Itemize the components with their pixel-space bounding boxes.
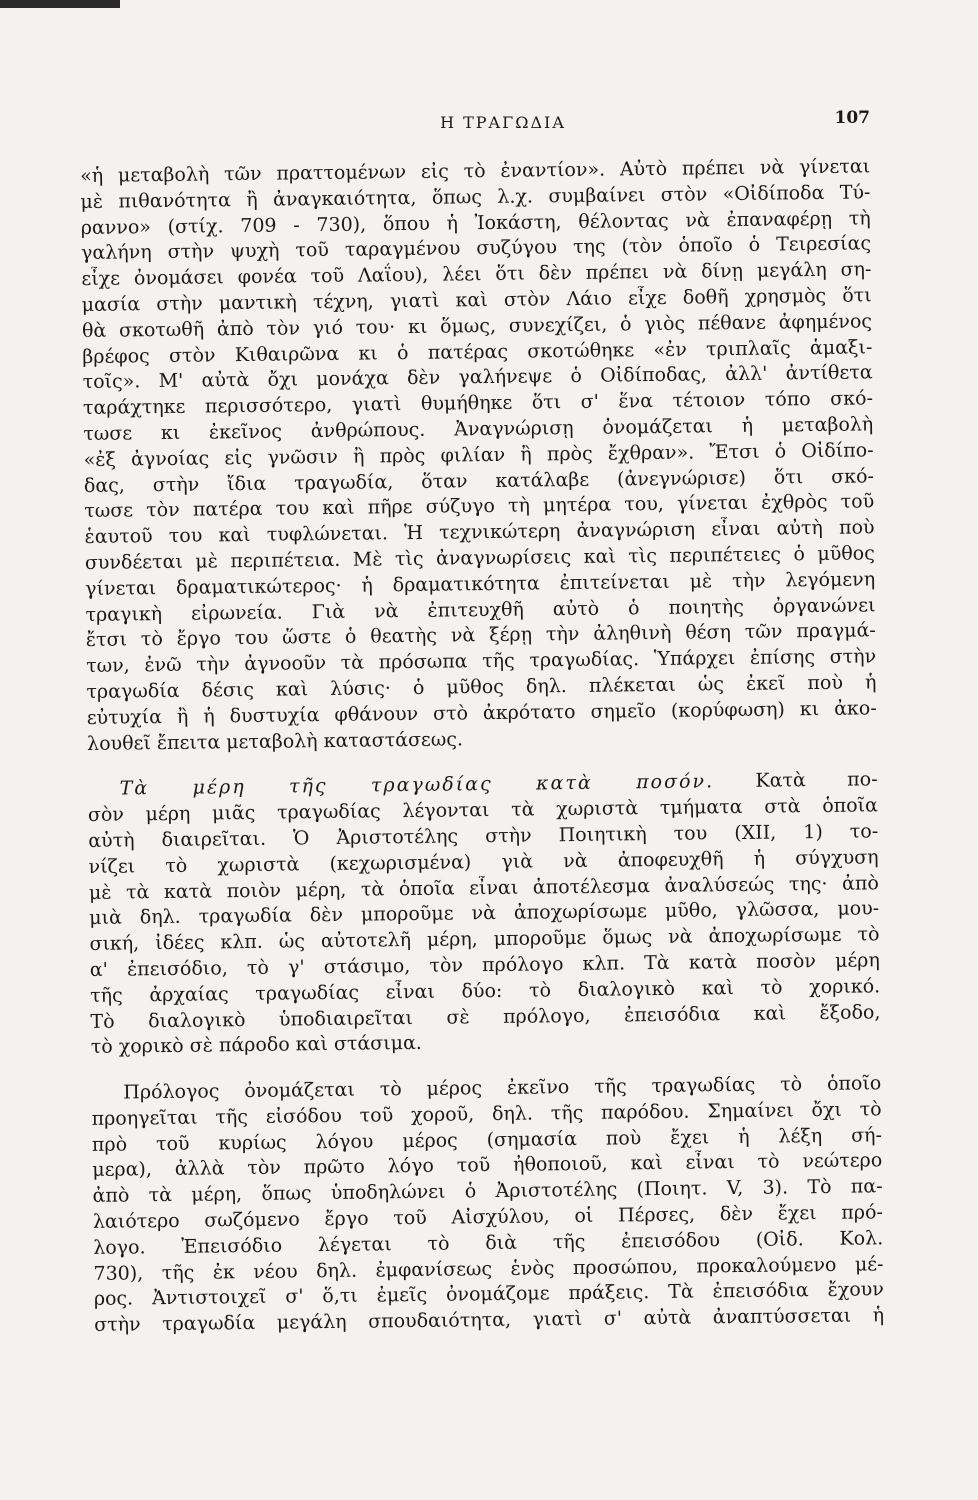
text-line: λογο. Ἐπεισόδιο λέγεται τὸ διὰ τῆς ἐπεισόδου (Οἰδ. Κολ. [93,1227,884,1259]
text-line: μὲ πιθανότητα ἢ ἀναγκαιότητα, ὅπως λ.χ. συμβαίνει στὸν «Οἰδίποδα Τύ- [80,181,871,213]
text-line: μερα), ἀλλὰ τὸν πρῶτο λόγο τοῦ ἠθοποιοῦ, καὶ εἶναι τὸ νεώτερο [92,1149,883,1182]
text-line: λαιότερο σωζόμενο ἔργο τοῦ Αἰσχύλου, οἱ Πέρσες, δὲν ἔχει πρό- [92,1201,884,1233]
text-line: ρος. Ἀντιστοιχεῖ σ' ὅ,τι ἐμεῖς ὀνομάζομε πράξεις. Τὰ ἐπεισόδια ἔχουν [93,1278,884,1311]
text-line: μασία στὴν μαντικὴ τέχνη, γιατὶ καὶ στὸν Λάιο εἶχε δοθῆ χρησμὸς ὅτι [81,284,872,316]
text-line: μὲ τὰ κατὰ ποιὸν μέρη, τὰ ὁποῖα εἶναι ἀποτέλεσμα ἀναλύσεώς της· ἀπὸ [88,871,879,904]
section-title-continuation: Κατὰ πο- [713,768,878,793]
text-line: τωσε κι ἐκεῖνος ἀνθρώπους. Ἀναγνώρισῃ ὀνομάζεται ἡ μεταβολὴ [83,413,874,445]
page-header [80,108,870,143]
text-line: τὸ χορικὸ σὲ πάροδο καὶ στάσιμα. [90,1032,423,1059]
text-line: τωσε τὸν πατέρα του καὶ πῆρε σύζυγο τὴ μητέρα του, γίνεται ἐχθρὸς τοῦ [84,490,875,523]
text-line: ραννο» (στίχ. 709 - 730), ὅπου ἡ Ἰοκάστη, θέλοντας νὰ ἐπαναφέρῃ τὴ [80,206,871,239]
text-line: στὴν τραγωδία μεγάλη σπουδαιότητα, γιατὶ σ' αὐτὰ ἀναπτύσσεται ἡ [94,1304,885,1337]
text-line: τοῖς». Μ' αὐτὰ ὄχι μονάχα δὲν γαλήνεψε ὁ Οἰδίποδας, ἀλλ' ἀντίθετα [82,361,873,394]
text-line: Πρόλογος ὀνομάζεται τὸ μέρος ἐκεῖνο τῆς τραγωδίας τὸ ὁποῖο [123,1072,882,1104]
text-line: γίνεται δραματικώτερος· ἡ δραματικότητα ἐπιτείνεται μὲ τὴν λεγόμενη [85,568,876,600]
text-line: τραγωδία δέσις καὶ λύσις· ὁ μῦθος δηλ. πλέκεται ὡς ἐκεῖ ποὺ ἡ [86,671,877,703]
text-line: μιὰ δηλ. τραγωδία δὲν μποροῦμε νὰ ἀποχωρίσωμε μῦθο, γλῶσσα, μου- [89,897,880,930]
text-line: «ἡ μεταβολὴ τῶν πραττομένων εἰς τὸ ἐναντίον». Αὐτὸ πρέπει νὰ γίνεται [80,155,871,187]
text-line: των, ἐνῶ τὴν ἀγνοοῦν τὰ πρόσωπα τῆς τραγωδίας. Ὑπάρχει ἐπίσης στὴν [86,645,877,678]
text-line: αὐτὴ διαιρεῖται. Ὁ Ἀριστοτέλης στὴν Ποιητικὴ του (XII, 1) το- [88,820,879,852]
text-line: 730), τῆς ἐκ νέου δηλ. ἐμφανίσεως ἑνὸς προσώπου, προκαλούμενο μέ- [93,1252,884,1285]
text-line: γαλήνη στὴν ψυχὴ τοῦ ταραγμένου συζύγου της (τὸν ὁποῖο ὁ Τειρεσίας [80,232,872,265]
scan-edge-mark [0,0,120,8]
text-line: σὸν μέρη μιᾶς τραγωδίας λέγονται τὰ χωριστὰ τμήματα στὰ ὁποῖα [87,794,879,827]
text-line: εὐτυχία ἢ ἡ δυστυχία φθάνουν στὸ ἀκρότατο σημεῖο (κορύφωση) κι ἀκο- [86,697,877,729]
text-line: θὰ σκοτωθῆ ἀπὸ τὸν γιό του· κι ὅμως, συνεχίζει, ὁ γιὸς πέθανε ἀφημένος [81,310,873,342]
section-title: Τὰ μέρη τῆς τραγωδίας κατὰ ποσόν. [119,770,715,800]
text-line: τραγικὴ εἰρωνεία. Γιὰ νὰ ἐπιτευχθῆ αὐτὸ ὁ ποιητὴς ὀργανώνει [85,593,876,626]
running-head: Η ΤΡΑΓΩΔΙΑ [440,113,566,132]
text-line: νίζει τὸ χωριστὰ (κεχωρισμένα) γιὰ νὰ ἀποφευχθῆ ἡ σύγχυση [88,846,879,878]
text-line: ἔτσι τὸ ἔργο του ὥστε ὁ θεατὴς νὰ ξέρῃ τὴν ἀληθινὴ θέση τῶν πραγμά- [85,619,876,652]
text-line: συνδέεται μὲ περιπέτεια. Μὲ τὶς ἀναγνωρίσεις καὶ τὶς περιπέτειες ὁ μῦθος [84,542,875,574]
page-number: 107 [834,108,870,128]
text-line: ἑαυτοῦ του καὶ τυφλώνεται. Ἡ τεχνικώτερη ἀναγνώριση εἶναι αὐτὴ ποὺ [84,516,875,549]
text-line: «ἐξ ἀγνοίας εἰς γνῶσιν ἢ πρὸς φιλίαν ἢ πρὸς ἔχθραν». Ἔτσι ὁ Οἰδίπο- [83,439,874,471]
text-line: λουθεῖ ἔπειτα μεταβολὴ καταστάσεως. [86,727,464,755]
text-line: α' ἐπεισόδιο, τὸ γ' στάσιμο, τὸν πρόλογο κλπ. Τὰ κατὰ ποσὸν μέρη [89,949,880,981]
text-line: ἀπὸ τὰ μέρη, ὅπως ὑποδηλώνει ὁ Ἀριστοτέλης (Ποιητ. V, 3). Τὸ πα- [92,1175,883,1208]
text-line: προηγεῖται τῆς εἰσόδου τοῦ χοροῦ, δηλ. τῆς παρόδου. Σημαίνει ὄχι τὸ [91,1098,882,1130]
text-line: τῆς ἀρχαίας τραγωδίας εἶναι δύο: τὸ διαλογικὸ καὶ τὸ χορικό. [90,974,881,1007]
text-line: σική, ἰδέες κλπ. ὡς αὐτοτελῆ μέρη, μποροῦμε ὅμως νὰ ἀποχωρίσωμε τὸ [89,923,880,956]
text-line: ταράχτηκε περισσότερο, γιατὶ θυμήθηκε ὅτι σ' ἕνα τέτοιον τόπο σκό- [82,387,874,420]
text-line: εἶχε ὀνομάσει φονέα τοῦ Λαΐου), λέει ὅτι δὲν πρέπει νὰ δίνῃ μεγάλη ση- [81,258,872,291]
text-line: βρέφος στὸν Κιθαιρῶνα κι ὁ πατέρας σκοτώθηκε «ἐν τριπλαῖς ἁμαξι- [82,335,873,368]
text-line: δας, στὴν ἴδια τραγωδία, ὅταν κατάλαβε (ἀνεγνώρισε) ὅτι σκό- [83,464,875,497]
text-line: Τὸ διαλογικὸ ὑποδιαιρεῖται σὲ πρόλογο, ἐπεισόδια καὶ ἔξοδο, [90,1000,881,1033]
text-line: πρὸ τοῦ κυρίως λόγου μέρος (σημασία ποὺ ἔχει ἡ λέξη σή- [91,1123,883,1156]
body-text [80,154,884,1339]
